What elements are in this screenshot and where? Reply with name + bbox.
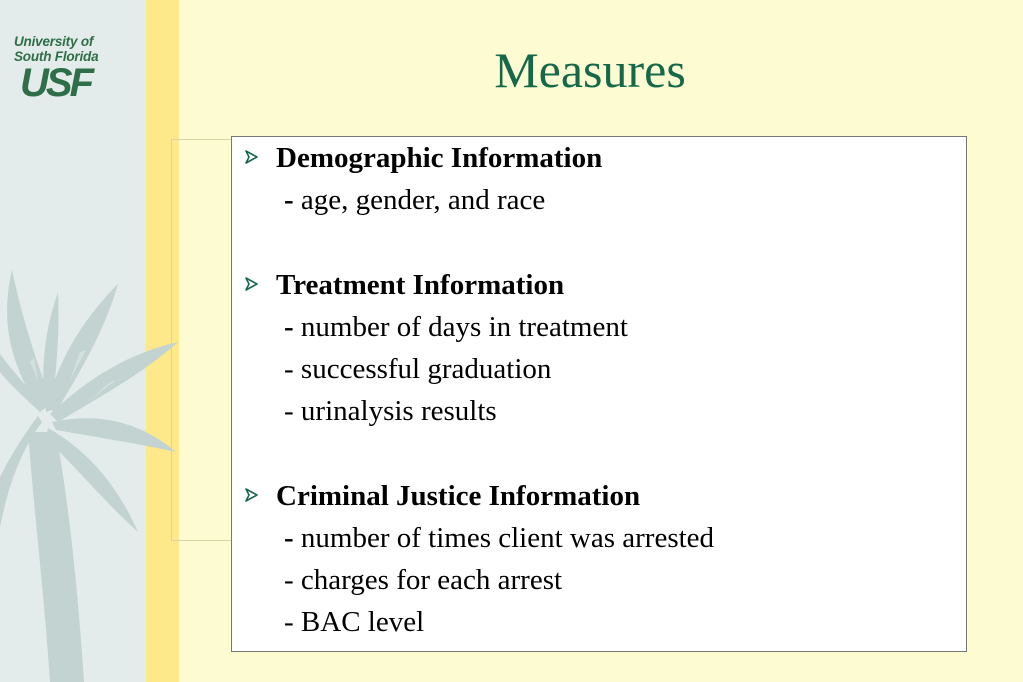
- list-item: - successful graduation: [284, 353, 552, 385]
- placeholder-frame: [171, 139, 233, 541]
- logo-university-line: University of: [14, 34, 94, 49]
- measures-content-box: [231, 136, 967, 652]
- section-heading: Criminal Justice Information: [276, 480, 641, 512]
- arrowhead-bullet-icon: [244, 277, 258, 291]
- arrowhead-bullet-icon: [244, 488, 258, 502]
- list-item: - number of times client was arrested: [284, 522, 715, 554]
- list-item: - charges for each arrest: [284, 564, 563, 596]
- page-title: Measures: [494, 42, 686, 98]
- list-item: - number of days in treatment: [284, 311, 628, 343]
- section-heading: Demographic Information: [276, 142, 603, 174]
- list-item: - BAC level: [284, 606, 425, 638]
- section-heading: Treatment Information: [276, 269, 565, 301]
- arrowhead-bullet-icon: [244, 150, 258, 164]
- palm-tree-icon: [0, 262, 190, 682]
- usf-logo: [14, 34, 139, 114]
- list-item: - urinalysis results: [284, 395, 497, 427]
- list-item: - age, gender, and race: [284, 184, 546, 216]
- logo-mark: USF: [20, 61, 91, 105]
- logo-florida-line: South Florida: [14, 49, 99, 64]
